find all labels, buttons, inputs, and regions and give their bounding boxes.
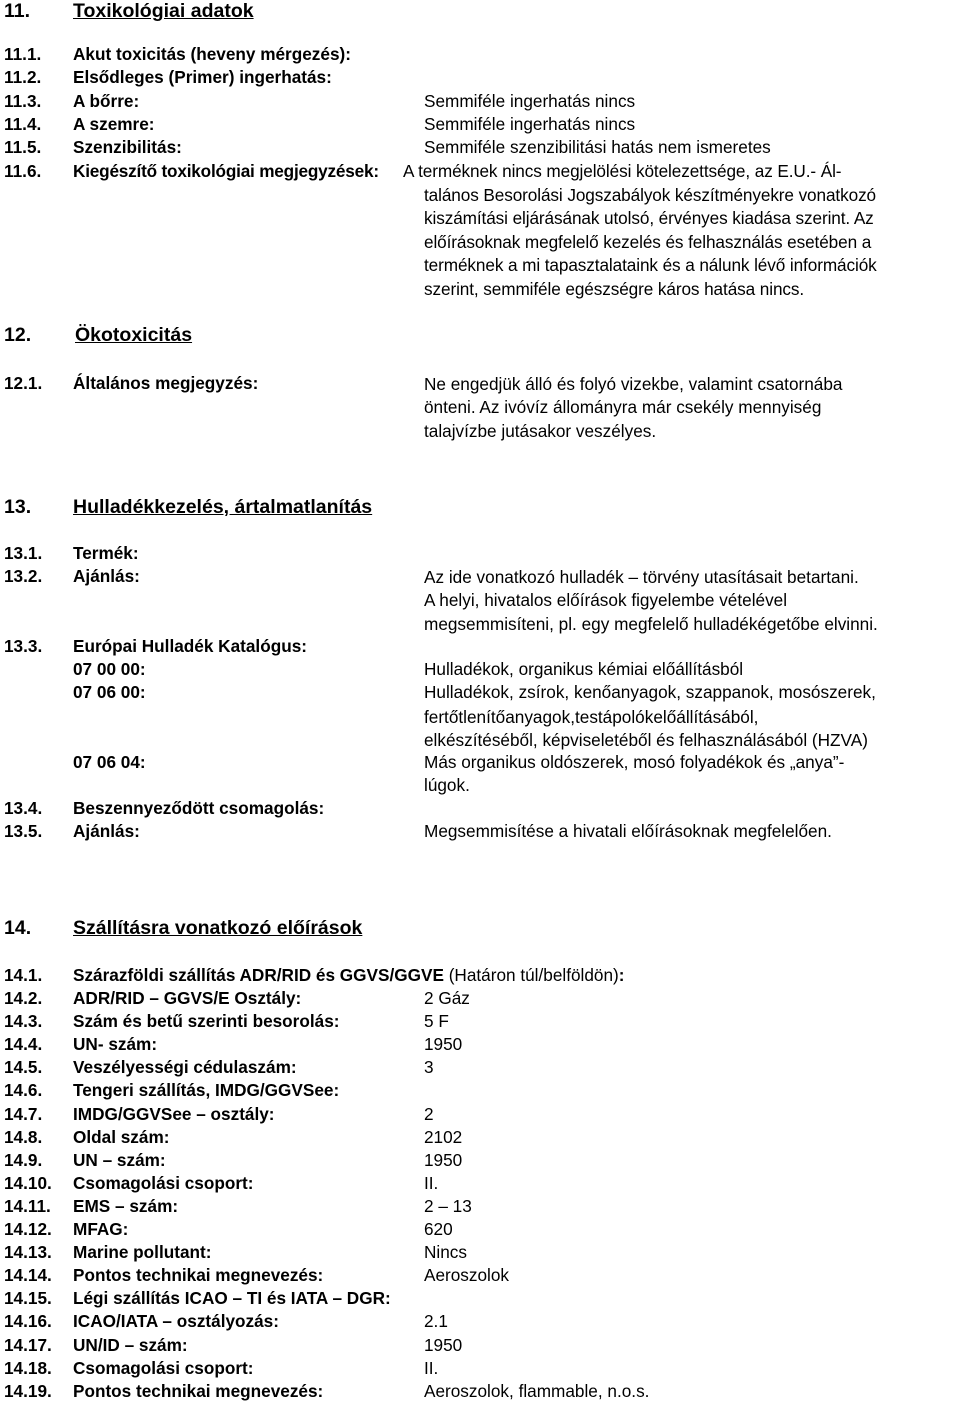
item-label: Ajánlás: (73, 821, 140, 841)
paragraph-line: elkészítéséből, képviseletéből és felhasználásából (HZVA) (424, 730, 868, 751)
item-number: 14.9. (4, 1149, 43, 1170)
section-14-heading (0, 917, 960, 940)
item-number: 14.11. (4, 1195, 51, 1216)
item-label: Csomagolási csoport: (73, 1172, 254, 1193)
item-value: 2 – 13 (424, 1195, 472, 1216)
item-label: Veszélyességi cédulaszám: (73, 1057, 297, 1078)
item-value: 2 Gáz (424, 988, 470, 1008)
transport-row (0, 1288, 960, 1311)
item-13-5 (0, 821, 960, 844)
item-value: Aeroszolok, flammable, n.o.s. (424, 1380, 650, 1401)
item-value: Aeroszolok (424, 1265, 510, 1286)
waste-code-row (0, 659, 960, 682)
transport-row (0, 988, 960, 1011)
item-number: 14.17. (4, 1334, 52, 1355)
item-label: Ajánlás: (73, 566, 140, 586)
transport-row (0, 1150, 960, 1173)
item-value: 2.1 (424, 1311, 448, 1332)
item-label: Szám és betű szerinti besorolás: (73, 1011, 340, 1032)
item-value: II. (424, 1172, 439, 1193)
item-14-1 (0, 965, 960, 988)
item-value: Nincs (424, 1242, 467, 1263)
section-title: Hulladékkezelés, ártalmatlanítás (73, 496, 373, 518)
section-number: 12. (4, 324, 32, 346)
item-label-colon: : (618, 965, 625, 985)
item-value: 3 (424, 1057, 434, 1078)
item-value: 2102 (424, 1126, 463, 1147)
item-11-6 (0, 161, 960, 184)
item-value: Semmiféle ingerhatás nincs (424, 114, 636, 134)
transport-row (0, 1381, 960, 1404)
waste-code-row (0, 752, 960, 775)
item-label-note: (Határon túl/belföldön) (448, 965, 619, 985)
word: fertőtlenítő (424, 707, 506, 727)
waste-code-row (0, 682, 960, 705)
item-label: ICAO/IATA – osztályozás: (73, 1311, 279, 1332)
word: testápolók (574, 707, 654, 727)
item-number: 14.18. (4, 1357, 52, 1378)
item-number: 11.5. (4, 137, 42, 157)
paragraph-line: kiszámítási eljárásának utolsó, érvényes kiadása szerint. Az (424, 208, 874, 229)
section-number: 13. (4, 496, 32, 518)
item-number: 13.2. (4, 566, 43, 586)
item-label: Európai Hulladék Katalógus: (73, 636, 307, 656)
waste-description-continued (424, 706, 956, 753)
word: előállításából, (653, 707, 759, 727)
item-number: 13.5. (4, 821, 43, 841)
item-label: Csomagolási csoport: (73, 1357, 254, 1378)
transport-row (0, 1265, 960, 1288)
item-number: 14.12. (4, 1219, 52, 1239)
item-label: Elsődleges (Primer) ingerhatás: (73, 67, 332, 87)
item-value: Semmiféle szenzibilitási hatás nem ismeretes (424, 137, 771, 157)
transport-row (0, 1127, 960, 1150)
item-label: MFAG: (73, 1219, 129, 1239)
transport-row (0, 1104, 960, 1127)
section-12-heading (0, 324, 960, 347)
item-value: 5 F (424, 1011, 449, 1032)
item-13-3 (0, 636, 960, 659)
item-11-2 (0, 67, 960, 90)
item-13-1 (0, 543, 960, 566)
item-value: 2 (424, 1103, 434, 1124)
item-number: 14.15. (4, 1288, 52, 1309)
item-label: A bőrre: (73, 91, 140, 111)
transport-row (0, 1057, 960, 1080)
item-number: 14.1. (4, 965, 43, 985)
transport-row (0, 1242, 960, 1265)
waste-description: Hulladékok, organikus kémiai előállításból (424, 659, 744, 679)
transport-row (0, 1011, 960, 1034)
transport-row (0, 1080, 960, 1103)
ecotox-paragraph (424, 373, 956, 443)
item-11-5 (0, 137, 960, 160)
item-number: 14.10. (4, 1172, 52, 1193)
item-number: 14.13. (4, 1242, 52, 1263)
section-number: 14. (4, 917, 32, 939)
item-value: Megsemmisítése a hivatali előírásoknak megfelelően. (424, 821, 832, 841)
paragraph-line: megsemmisíteni, pl. egy megfelelő hulladékégetőbe elvinni. (424, 613, 878, 634)
item-label: Pontos technikai megnevezés: (73, 1265, 324, 1286)
waste-description: Hulladékok, zsírok, kenőanyagok, szappanok, mosószerek, (424, 682, 876, 702)
paragraph-line-justified (424, 706, 956, 729)
transport-row (0, 1173, 960, 1196)
item-number: 14.2. (4, 988, 43, 1008)
waste-description-continued: lúgok. (424, 775, 470, 795)
paragraph-line: Ne engedjük álló és folyó vizekbe, valamint csatornába (424, 374, 843, 394)
item-label: Tengeri szállítás, IMDG/GGVSee: (73, 1080, 340, 1101)
transport-row (0, 1311, 960, 1334)
waste-description: Más organikus oldószerek, mosó folyadékok és „anya”- (424, 752, 845, 772)
item-label (73, 965, 625, 986)
item-label: Légi szállítás ICAO – TI és IATA – DGR: (73, 1288, 391, 1309)
section-title: Szállításra vonatkozó előírások (73, 917, 363, 939)
section-number: 11. (4, 0, 31, 22)
item-number: 14.14. (4, 1265, 52, 1286)
item-number: 14.7. (4, 1103, 43, 1124)
item-13-4 (0, 798, 960, 821)
item-label: Pontos technikai megnevezés: (73, 1380, 324, 1401)
item-number: 13.1. (4, 543, 43, 563)
item-number: 13.4. (4, 798, 43, 818)
transport-row (0, 1196, 960, 1219)
item-11-4 (0, 114, 960, 137)
item-value: 620 (424, 1219, 453, 1239)
item-label: EMS – szám: (73, 1195, 179, 1216)
item-label: UN- szám: (73, 1034, 158, 1055)
item-number: 11.4. (4, 114, 42, 134)
paragraph-line: A helyi, hivatalos előírások figyelembe vételével (424, 590, 788, 611)
item-label: IMDG/GGVSee – osztály: (73, 1103, 275, 1124)
item-number: 13.3. (4, 636, 43, 656)
section-13-heading (0, 496, 960, 519)
waste-code: 07 06 00: (73, 682, 146, 702)
transport-row (0, 1335, 960, 1358)
item-label: Termék: (73, 543, 139, 563)
item-number: 14.3. (4, 1011, 43, 1032)
section-title: Ökotoxicitás (75, 324, 193, 346)
item-number: 11.1. (4, 44, 42, 64)
item-number: 11.2. (4, 67, 42, 87)
waste-code: 07 00 00: (73, 659, 146, 679)
recommendation-paragraph (424, 566, 956, 636)
item-value: 1950 (424, 1149, 463, 1170)
section-11-heading (0, 0, 960, 23)
item-label: UN/ID – szám: (73, 1334, 188, 1355)
item-label: UN – szám: (73, 1149, 166, 1170)
paragraph-line: önteni. Az ivóvíz állományra már csekély mennyiség (424, 397, 822, 418)
paragraph-line: szerint, semmiféle egészségre káros hatása nincs. (424, 278, 805, 299)
paragraph-line: előírásoknak megfelelő kezelés és felhasználás esetében a (424, 231, 872, 252)
item-number: 11.3. (4, 91, 42, 111)
transport-row (0, 1219, 960, 1242)
item-number: 14.16. (4, 1311, 52, 1332)
item-label: A szemre: (73, 114, 155, 134)
item-label-bold: Szárazföldi szállítás ADR/RID és GGVS/GGVE (73, 965, 444, 985)
item-label: Marine pollutant: (73, 1242, 212, 1263)
item-number: 14.19. (4, 1380, 52, 1401)
transport-row (0, 1034, 960, 1057)
item-value: 1950 (424, 1334, 463, 1355)
note-paragraph (424, 184, 956, 301)
item-label: Beszennyeződött csomagolás: (73, 798, 325, 818)
item-label: Kiegészítő toxikológiai megjegyzések: (73, 161, 379, 181)
transport-row (0, 1358, 960, 1381)
paragraph-line: Az ide vonatkozó hulladék – törvény utasításait betartani. (424, 567, 859, 587)
item-value: 1950 (424, 1034, 463, 1055)
word: anyagok, (505, 707, 575, 727)
section-title: Toxikológiai adatok (73, 0, 254, 22)
paragraph-line: talános Besorolási Jogszabályok készítményekre vonatkozó (424, 185, 877, 205)
item-label: ADR/RID – GGVS/E Osztály: (73, 988, 302, 1008)
paragraph-line: talajvízbe jutásakor veszélyes. (424, 420, 657, 441)
item-value: Semmiféle ingerhatás nincs (424, 91, 636, 111)
item-number: 14.8. (4, 1126, 43, 1147)
item-11-1 (0, 44, 960, 67)
item-label: Akut toxicitás (heveny mérgezés): (73, 44, 351, 64)
item-label: Szenzibilitás: (73, 137, 182, 157)
item-number: 12.1. (4, 373, 43, 393)
paragraph-line: terméknek a mi tapasztalataink és a nálunk lévő információk (424, 255, 877, 276)
waste-code: 07 06 04: (73, 752, 146, 772)
item-number: 11.6. (4, 161, 42, 181)
item-11-3 (0, 91, 960, 114)
item-number: 14.5. (4, 1057, 43, 1078)
item-label: Általános megjegyzés: (73, 373, 259, 393)
item-number: 14.6. (4, 1080, 43, 1101)
item-value: II. (424, 1357, 439, 1378)
item-number: 14.4. (4, 1034, 43, 1055)
item-value-first-line: A terméknek nincs megjelölési kötelezettsége, az E.U.- Ál- (403, 161, 842, 181)
item-label: Oldal szám: (73, 1126, 170, 1147)
